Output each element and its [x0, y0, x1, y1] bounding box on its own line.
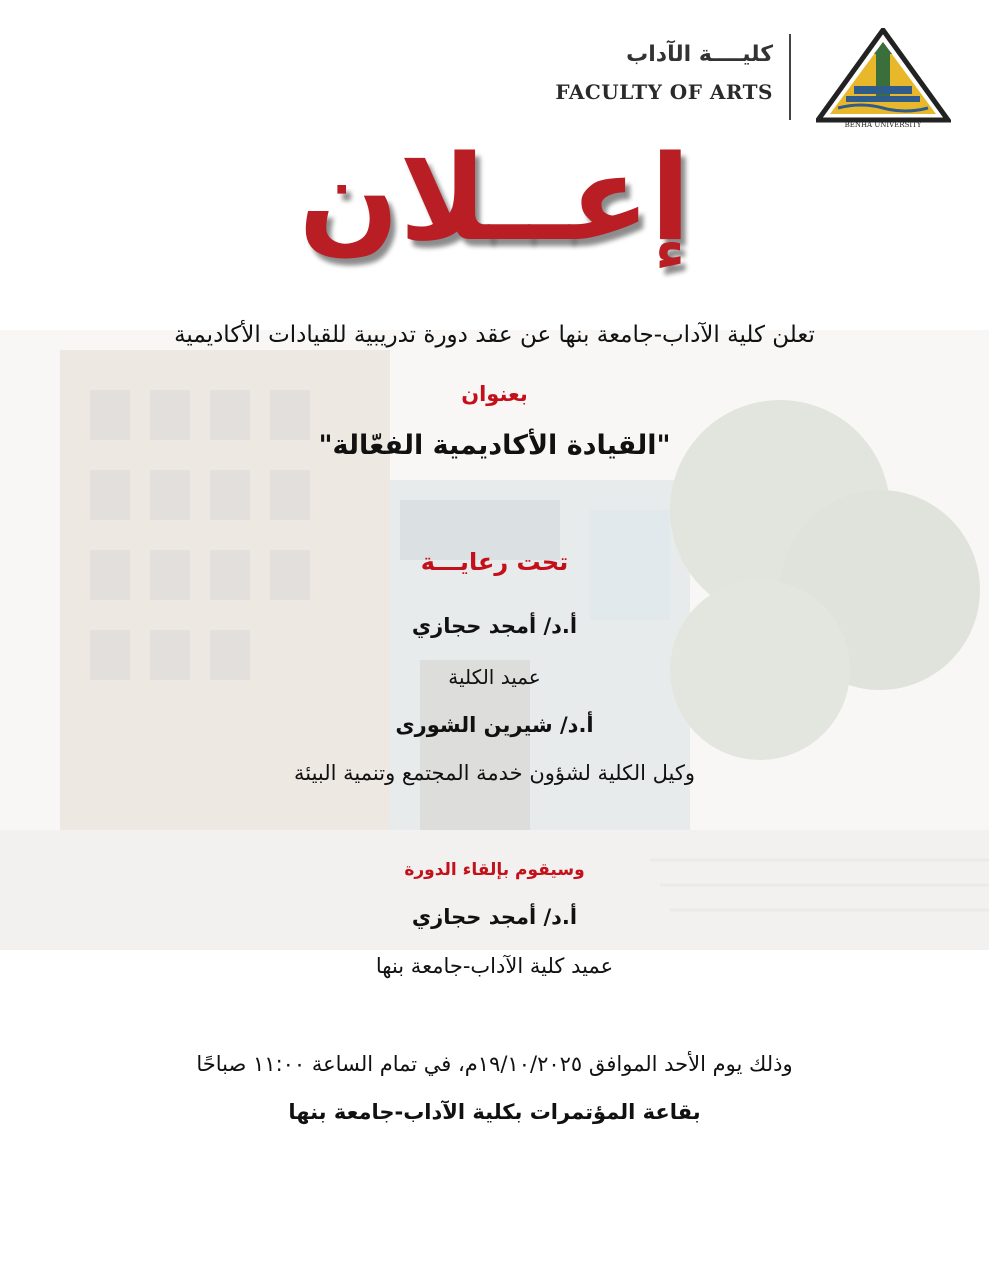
date-time-line: وذلك يوم الأحد الموافق ١٩/١٠/٢٠٢٥م، في تمام الساعة ١١:٠٠ صباحًا	[196, 1052, 793, 1076]
presenter-name: أ.د/ أمجد حجازي	[411, 905, 578, 929]
presenter-role: عميد كلية الآداب-جامعة بنها	[375, 954, 614, 978]
logo-text: BENHA UNIVERSITY	[844, 121, 922, 128]
benha-university-emblem-icon	[816, 28, 951, 128]
venue-line: بقاعة المؤتمرات بكلية الآداب-جامعة بنها	[288, 1100, 701, 1124]
patron1-name: أ.د/ أمجد حجازي	[411, 614, 578, 638]
patronage-label: تحت رعايـــة	[420, 548, 569, 576]
header-divider	[789, 34, 791, 120]
faculty-name-arabic: كليــــة الآداب	[626, 42, 773, 67]
intro-text: تعلن كلية الآداب-جامعة بنها عن عقد دورة تدريبية للقيادات الأكاديمية	[174, 322, 815, 348]
titled-label: بعنوان	[461, 382, 528, 406]
faculty-header	[431, 28, 951, 128]
patron1-role: عميد الكلية	[448, 665, 541, 689]
course-name: "القيادة الأكاديمية الفعّالة"	[318, 430, 671, 461]
announcement-title: إعــلان	[298, 129, 691, 267]
patron2-role: وكيل الكلية لشؤون خدمة المجتمع وتنمية البيئة	[293, 761, 695, 785]
faculty-building-background	[0, 330, 989, 950]
patron2-name: أ.د/ شيرين الشورى	[395, 713, 594, 737]
presenter-label: وسيقوم بإلقاء الدورة	[404, 860, 585, 880]
faculty-name-english: FACULTY OF ARTS	[555, 80, 773, 104]
